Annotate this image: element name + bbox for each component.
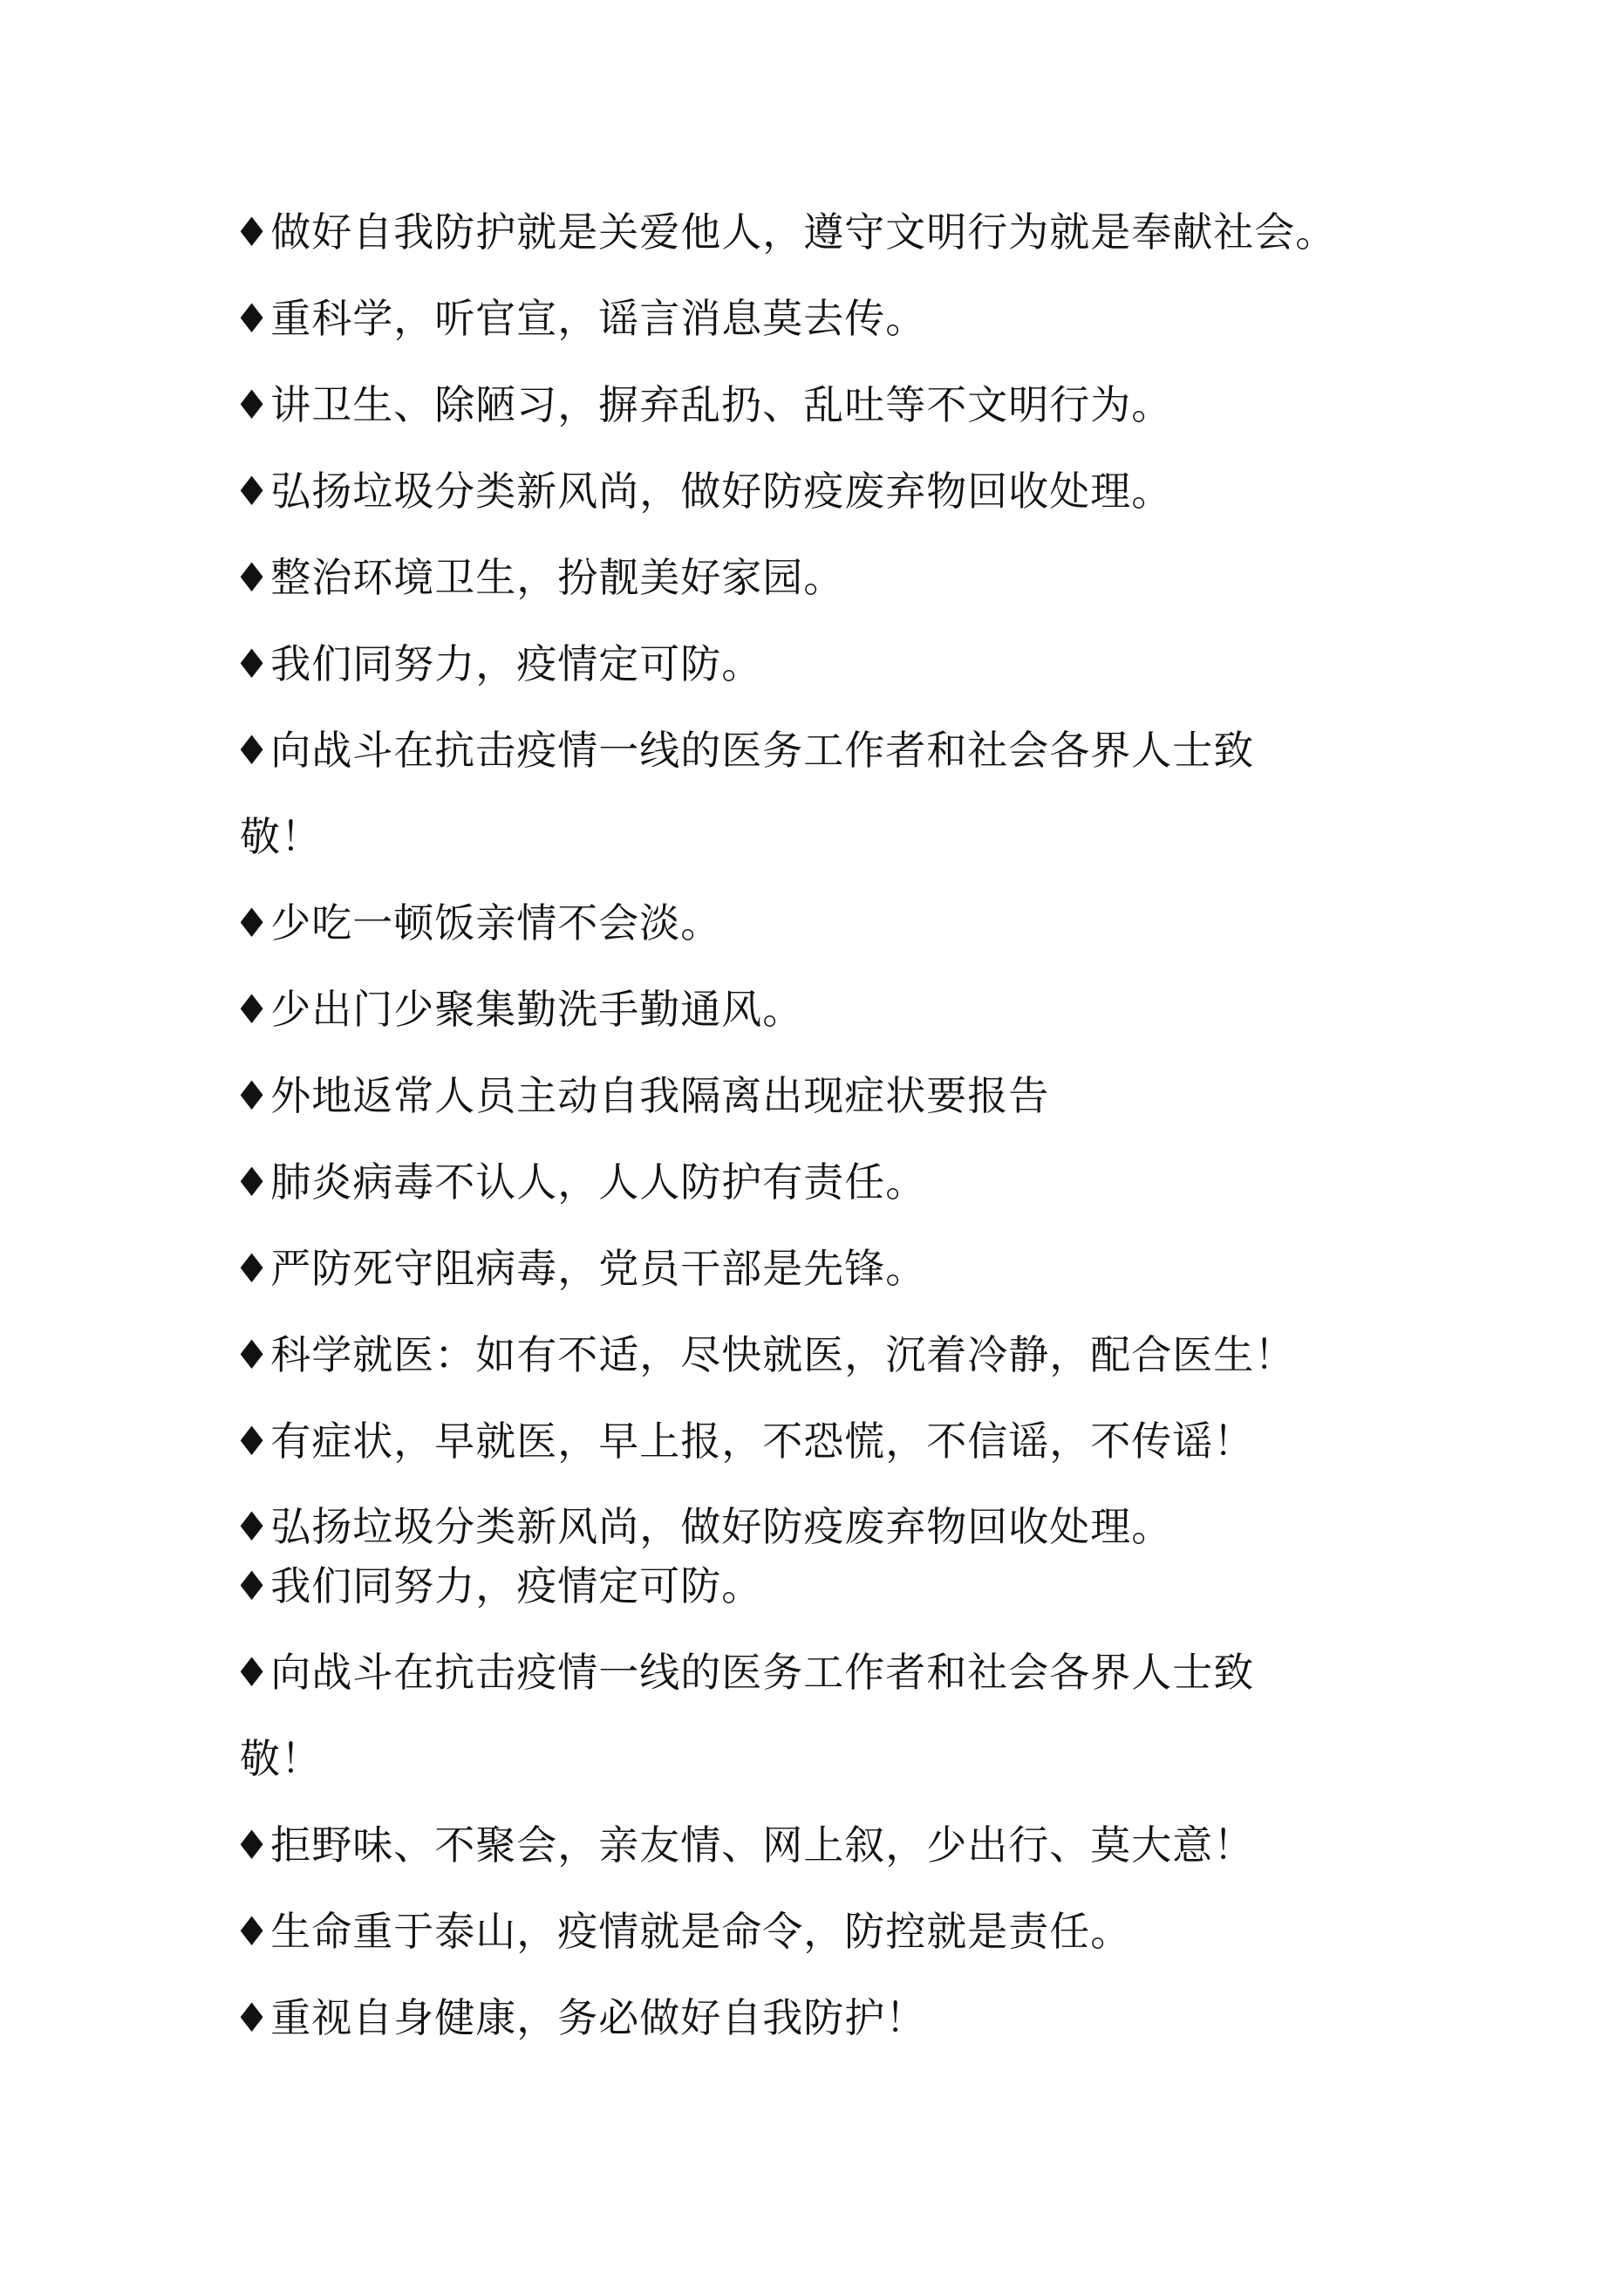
slogan-line: ♦肺炎病毒不认人，人人防护有责任。: [234, 1158, 927, 1206]
slogan-line: ♦弘扬垃圾分类新风尚，做好防疫废弃物回收处理。: [234, 1503, 1173, 1550]
slogan-line: ♦弘扬垃圾分类新风尚，做好防疫废弃物回收处理。: [234, 468, 1173, 515]
slogan-line: ♦严防死守阻病毒，党员干部是先锋。: [234, 1245, 927, 1292]
slogan-line: ♦重科学，听官宣，谣言消息莫去传。: [234, 295, 927, 342]
slogan-line: ♦我们同努力，疫情定可防。: [234, 1562, 763, 1609]
slogan-line: ♦我们同努力，疫情定可防。: [234, 640, 763, 687]
slogan-line-continuation: 敬！: [240, 813, 322, 860]
slogan-line: ♦生命重于泰山，疫情就是命令，防控就是责任。: [234, 1908, 1132, 1955]
slogan-line: ♦拒野味、不聚会，亲友情、网上叙，少出行、莫大意！: [234, 1821, 1255, 1869]
slogan-line: ♦外地返常人员主动自我隔离出现症状要报告: [234, 1072, 1050, 1119]
slogan-line-continuation: 敬！: [240, 1735, 322, 1782]
slogan-line: ♦做好自我防护就是关爱他人，遵守文明行为就是奉献社会。: [234, 208, 1337, 256]
slogan-line: ♦向战斗在抗击疫情一线的医务工作者和社会各界人士致: [234, 1649, 1255, 1696]
slogan-line: ♦向战斗在抗击疫情一线的医务工作者和社会各界人士致: [234, 727, 1255, 774]
slogan-line: ♦科学就医：如有不适，尽快就医，沉着冷静，配合医生！: [234, 1331, 1296, 1378]
slogan-line: ♦重视自身健康，务必做好自我防护！: [234, 1994, 927, 2041]
slogan-line: ♦讲卫生、除陋习，摒弃乱扔、乱吐等不文明行为。: [234, 381, 1173, 428]
slogan-line: ♦少出门少聚集勤洗手勤通风。: [234, 986, 804, 1033]
slogan-line: ♦整治环境卫生，扮靓美好家园。: [234, 554, 845, 601]
slogan-line: ♦少吃一顿饭亲情不会淡。: [234, 899, 722, 946]
slogan-line: ♦有症状，早就医，早上报，不恐慌，不信谣，不传谣！: [234, 1418, 1255, 1465]
